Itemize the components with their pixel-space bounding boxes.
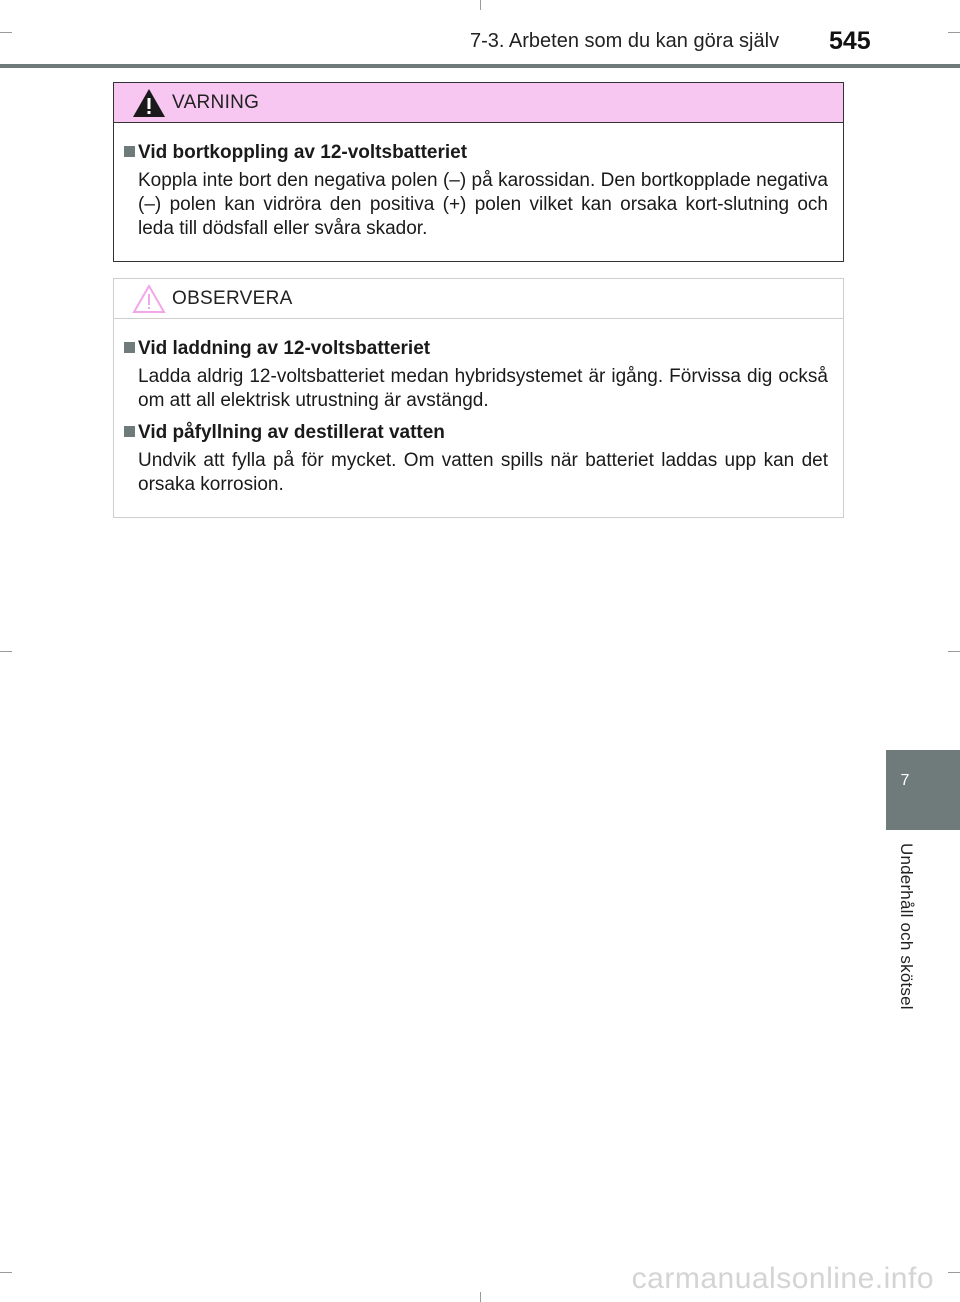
section-title: 7-3. Arbeten som du kan göra själv xyxy=(470,30,780,52)
warning-item-body: Koppla inte bort den negativa polen (–) på karossidan. Den bortkopplade negativa (–) polen kan vidröra den positiva (+) polen vilket kan orsaka kort-slutning och leda till dödsfall eller svåra skador. xyxy=(138,170,828,239)
chapter-title: Underhåll och skötsel xyxy=(897,843,916,1010)
caution-triangle-icon xyxy=(132,284,166,314)
notice-item-body: Undvik att fylla på för mycket. Om vatten spills när batteriet laddas upp kan det orsaka korrosion. xyxy=(138,450,828,495)
square-bullet-icon xyxy=(124,426,135,437)
chapter-title-vertical xyxy=(874,843,936,1033)
watermark: carmanualsonline.info xyxy=(631,1262,934,1295)
crop-mark xyxy=(480,1292,481,1302)
warning-box xyxy=(113,82,844,262)
page-number: 545 xyxy=(829,27,871,55)
warning-item xyxy=(114,141,843,241)
crop-mark xyxy=(0,651,12,652)
notice-item-body: Ladda aldrig 12-voltsbatteriet medan hybridsystemet är igång. Förvissa dig också om att all elektrisk utrustning är avstängd. xyxy=(138,366,828,411)
notice-label: OBSERVERA xyxy=(172,288,293,309)
chapter-tab xyxy=(886,750,960,830)
chapter-number: 7 xyxy=(900,772,910,789)
notice-item-title: Vid laddning av 12-voltsbatteriet xyxy=(138,338,431,359)
notice-item xyxy=(114,421,843,497)
crop-mark xyxy=(0,1272,12,1273)
header-rule xyxy=(0,64,960,68)
square-bullet-icon xyxy=(124,342,135,353)
page-header xyxy=(0,0,960,70)
notice-item xyxy=(114,337,843,413)
notice-header xyxy=(114,279,843,319)
crop-mark xyxy=(948,1272,960,1273)
notice-box xyxy=(113,278,844,518)
warning-header xyxy=(114,83,843,123)
warning-label: VARNING xyxy=(172,92,260,113)
warning-triangle-icon xyxy=(132,88,166,118)
warning-item-title: Vid bortkoppling av 12-voltsbatteriet xyxy=(138,142,468,163)
square-bullet-icon xyxy=(124,146,135,157)
crop-mark xyxy=(948,651,960,652)
notice-item-title: Vid påfyllning av destillerat vatten xyxy=(138,422,445,443)
